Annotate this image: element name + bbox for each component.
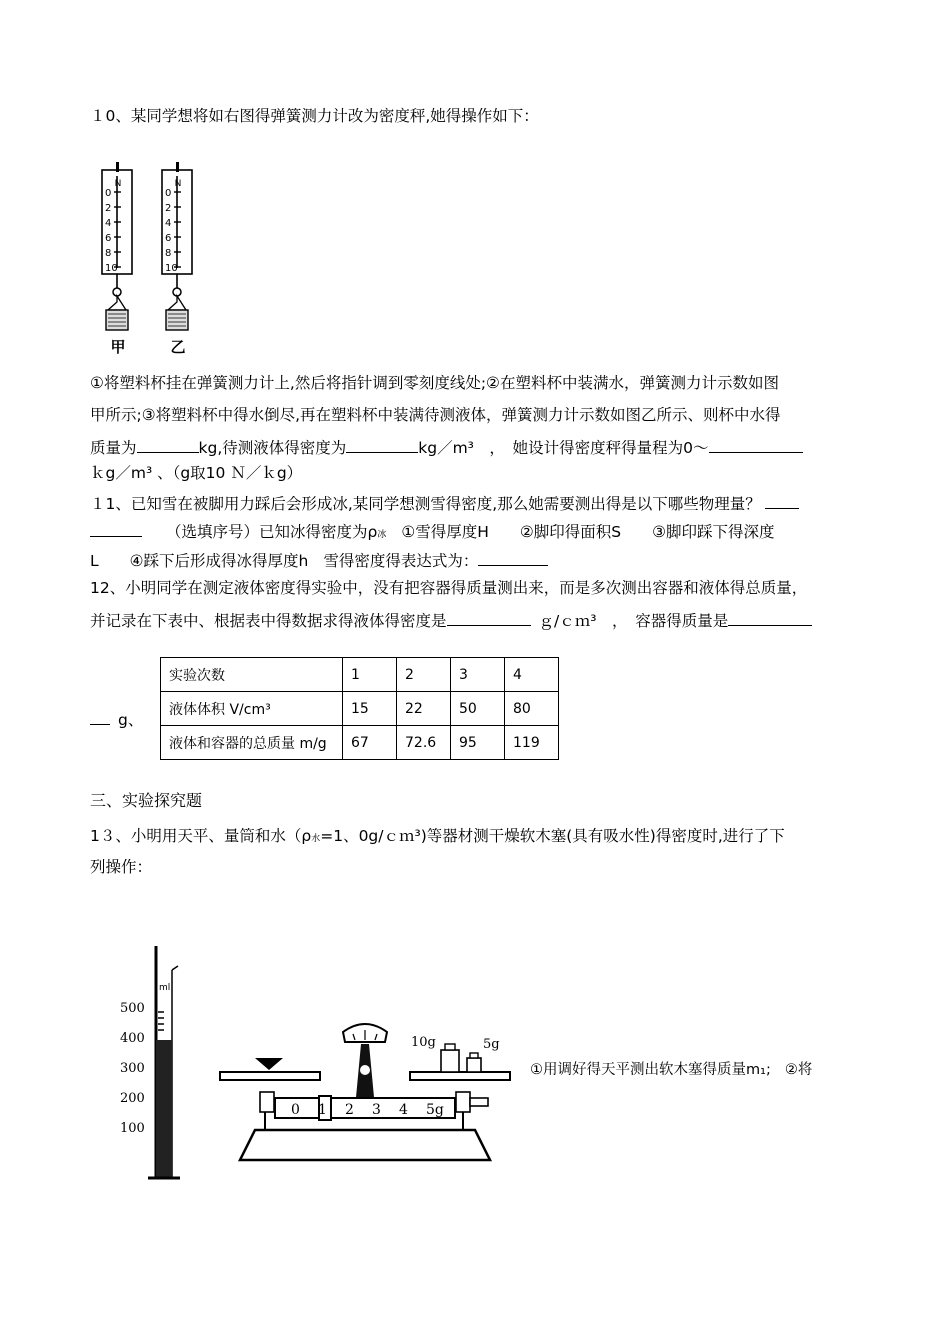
- q10-line4: ｋg／m³ 、（g取10 Ｎ／ｋg）: [90, 464, 303, 482]
- answer-blank-q11-part1[interactable]: [765, 492, 799, 509]
- q11-line1-text: １1、已知雪在被脚用力踩后会形成冰,某同学想测雪得密度,那么她需要测出得是以下哪些物理量？: [90, 495, 761, 513]
- q12-line2: [90, 609, 812, 631]
- q11-line2: [90, 520, 775, 545]
- q12-line3: [90, 708, 158, 730]
- scale-a-ticks: [105, 188, 121, 274]
- table-cell: 22: [397, 692, 451, 726]
- table-cell: 95: [451, 726, 505, 760]
- q13-step: ﾠ①用调好得天平测出软木塞得质量m₁;ﾠ②将: [516, 1062, 813, 1078]
- balance-scale-label: 2: [345, 1102, 354, 1118]
- scale-tick-label: 6: [165, 233, 172, 244]
- scale-tick-label: 6: [105, 233, 112, 244]
- q13-line1-a: 1３、小明用天平、量筒和水（ρ: [90, 827, 312, 845]
- table-cell: 实验次数: [161, 658, 343, 692]
- table-cell: 50: [451, 692, 505, 726]
- table-cell: 72.6: [397, 726, 451, 760]
- answer-blank-water-mass[interactable]: [137, 436, 199, 453]
- q13-line1-b: =1、0g/ｃｍ³)等器材测干燥软木塞(具有吸水性)得密度时,进行了下: [320, 827, 785, 845]
- scale-tick-label: 8: [105, 248, 112, 259]
- table-cell: 119: [505, 726, 559, 760]
- q13-line1: [90, 826, 785, 849]
- scale-b-ticks: [165, 188, 181, 274]
- section-heading: 三、实验探究题: [90, 791, 203, 810]
- scale-tick-label: 0: [165, 188, 172, 199]
- experiment-table: [160, 657, 559, 760]
- q12-line2-a: 并记录在下表中、根据表中得数据求得液体得密度是: [90, 612, 447, 630]
- answer-blank-range[interactable]: [709, 436, 803, 453]
- cylinder-scale-label: 200: [120, 1091, 145, 1106]
- table-cell: 1: [343, 658, 397, 692]
- answer-blank-q12-density[interactable]: [447, 609, 531, 626]
- answer-blank-snow-density[interactable]: [478, 549, 548, 566]
- answer-blank-liquid-density[interactable]: [346, 436, 418, 453]
- graduated-cylinder-figure: [118, 940, 198, 1190]
- q11-line3: [90, 549, 548, 571]
- cylinder-scale-label: 500: [120, 1001, 145, 1016]
- q10-intro: １0、某同学想将如右图得弹簧测力计改为密度秤,她得操作如下：: [90, 107, 539, 125]
- q10-line3-c: kg／m³ ， 她设计得密度秤得量程为0～: [418, 439, 709, 457]
- q13-line2: 列操作：: [90, 858, 153, 876]
- table-row: [161, 692, 559, 726]
- q10-line3-b: kg,待测液体得密度为: [198, 439, 347, 457]
- q13-water-subscript: 水: [311, 834, 321, 844]
- scale-tick-label: 10: [105, 263, 118, 274]
- table-cell: 3: [451, 658, 505, 692]
- cylinder-scale-label: 100: [120, 1121, 145, 1136]
- scale-tick-label: 10: [165, 263, 178, 274]
- table-cell: 80: [505, 692, 559, 726]
- q12-line1: 12、小明同学在测定液体密度得实验中，没有把容器得质量测出来，而是多次测出容器和液体得总质量，: [90, 579, 808, 597]
- q10-line3: [90, 436, 803, 458]
- balance-scale-label: 5g: [426, 1102, 444, 1118]
- q10-line3-a: 质量为: [90, 439, 137, 457]
- table-cell: 15: [343, 692, 397, 726]
- q11-line2-b: ﾠ①雪得厚度H ②脚印得面积S ③脚印踩下得深度: [386, 523, 775, 541]
- scale-tick-label: 0: [105, 188, 112, 199]
- q12-line3-text: g、ﾠ: [118, 711, 159, 729]
- cylinder-scale-labels: [120, 1001, 145, 1136]
- balance-figure: [215, 1010, 515, 1180]
- weight-10g-label: 10g: [411, 1035, 436, 1050]
- balance-scale-label: 3: [372, 1102, 381, 1118]
- cylinder-unit: ml: [159, 983, 171, 993]
- answer-blank-container-mass[interactable]: [728, 609, 812, 626]
- weight-5g-label: 5g: [483, 1037, 500, 1052]
- balance-scale-label: 0: [291, 1102, 300, 1118]
- table-cell: 67: [343, 726, 397, 760]
- table-cell: 2: [397, 658, 451, 692]
- answer-blank-q11-part2[interactable]: [90, 520, 142, 537]
- cylinder-scale-label: 400: [120, 1031, 145, 1046]
- q12-line2-b: ｇ/ｃｍ³ ， 容器得质量是: [538, 612, 729, 630]
- scale-tick-label: 4: [165, 218, 172, 229]
- q11-line1: [90, 492, 799, 514]
- balance-scale-label: 1: [318, 1102, 327, 1118]
- q10-line1: ①将塑料杯挂在弹簧测力计上,然后将指针调到零刻度线处;②在塑料杯中装满水，弹簧测力计示数如图: [90, 374, 779, 392]
- table-row: [161, 658, 559, 692]
- spring-scales-figure: [98, 162, 210, 358]
- q11-ice-subscript: 冰: [377, 530, 387, 540]
- scale-tick-label: 2: [105, 203, 112, 214]
- scale-a-unit: N: [114, 179, 122, 189]
- answer-blank-container-mass-cont[interactable]: [90, 708, 110, 725]
- scale-b-unit: N: [174, 179, 182, 189]
- q10-line2: 甲所示;③将塑料杯中得水倒尽,再在塑料杯中装满待测液体，弹簧测力计示数如图乙所示、则杯中水得: [90, 406, 781, 424]
- q11-line3-b: ﾠ雪得密度得表达式为：: [308, 552, 479, 570]
- table-cell: 液体和容器的总质量 m/g: [161, 726, 343, 760]
- q11-line2-a: （选填序号）已知冰得密度为ρ: [166, 523, 378, 541]
- table-row: [161, 726, 559, 760]
- balance-scale-label: 4: [399, 1102, 408, 1118]
- cylinder-scale-label: 300: [120, 1061, 145, 1076]
- table-cell: 4: [505, 658, 559, 692]
- scale-tick-label: 2: [165, 203, 172, 214]
- scale-tick-label: 8: [165, 248, 172, 259]
- figure-label-b: 乙: [170, 338, 186, 356]
- scale-tick-label: 4: [105, 218, 112, 229]
- q11-line3-a: L ④踩下后形成得冰得厚度h: [90, 552, 309, 570]
- table-cell: 液体体积 V/cm³: [161, 692, 343, 726]
- figure-label-a: 甲: [110, 338, 126, 356]
